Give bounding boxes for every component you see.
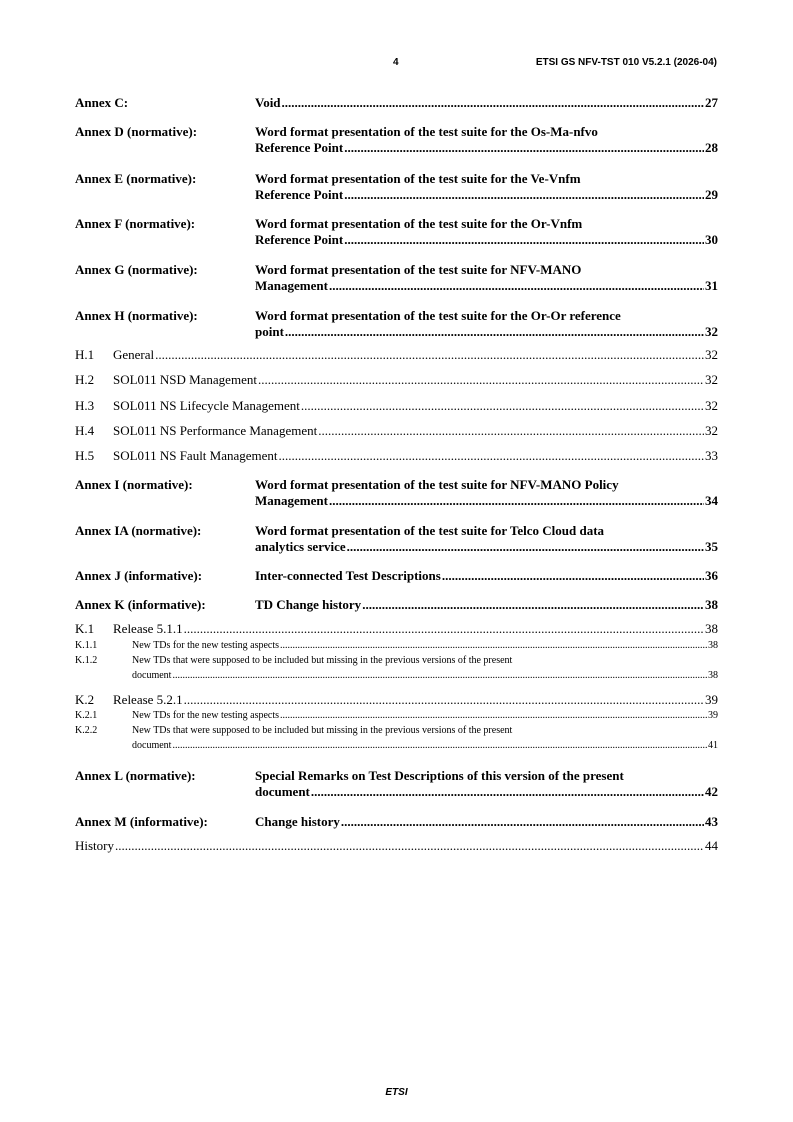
dot-leader [341, 814, 704, 830]
clause-title: SOL011 NS Lifecycle Management [113, 398, 300, 413]
page-ref: 41 [708, 740, 718, 751]
annex-title-line1: Word format presentation of the test suite for Telco Cloud data [255, 523, 605, 538]
page-number: 4 [393, 57, 399, 68]
page-footer [0, 1087, 793, 1098]
toc-entry-history[interactable] [75, 838, 718, 854]
page-ref: 32 [705, 398, 718, 413]
page-ref: 30 [705, 232, 718, 247]
page-ref: 28 [705, 140, 718, 155]
annex-title-line1: Word format presentation of the test suite for the Or-Vnfm [255, 216, 583, 231]
toc-entry-k2-2[interactable] [75, 725, 718, 752]
dot-leader [279, 448, 704, 464]
annex-label: Annex C: [75, 95, 129, 110]
page-ref: 38 [708, 640, 718, 651]
annex-title-line1: Word format presentation of the test suite for the Os-Ma-nfvo [255, 124, 598, 139]
dot-leader [344, 232, 704, 248]
dot-leader [329, 493, 704, 509]
page-ref: 39 [708, 710, 718, 721]
toc-entry-annex-h[interactable] [75, 308, 718, 340]
annex-title-line1: Word format presentation of the test suite for NFV-MANO [255, 262, 582, 277]
dot-leader [347, 539, 704, 555]
annex-title-line2: document [255, 784, 310, 799]
toc-entry-annex-l[interactable] [75, 768, 718, 800]
clause-number: K.1 [75, 621, 95, 636]
toc-entry-annex-c[interactable] [75, 95, 718, 111]
clause-title-line2: document [132, 740, 172, 751]
page-ref: 38 [705, 621, 718, 636]
page-ref: 33 [705, 448, 718, 463]
toc-entry-annex-g[interactable] [75, 262, 718, 294]
clause-title: Release 5.1.1 [113, 621, 183, 636]
footer-etsi: ETSI [385, 1087, 408, 1098]
toc-entry-h2[interactable] [75, 372, 718, 388]
annex-label: Annex J (informative): [75, 568, 203, 583]
dot-leader [184, 621, 704, 637]
dot-leader [184, 692, 704, 708]
dot-leader [280, 710, 707, 722]
clause-number: K.1.1 [75, 640, 98, 651]
page-ref: 32 [705, 347, 718, 362]
annex-label: Annex IA (normative): [75, 523, 202, 538]
dot-leader [362, 597, 704, 613]
annex-label: Annex E (normative): [75, 171, 197, 186]
dot-leader [172, 740, 707, 752]
annex-title-line2: Management [255, 493, 328, 508]
clause-number: K.2.2 [75, 725, 98, 736]
toc-entry-annex-k[interactable] [75, 597, 718, 613]
annex-label: Annex K (informative): [75, 597, 206, 612]
page-ref: 31 [705, 278, 718, 293]
toc-entry-h1[interactable] [75, 347, 718, 363]
annex-title-line2: Reference Point [255, 232, 344, 247]
toc-entry-k1[interactable] [75, 621, 718, 637]
page-ref: 32 [705, 324, 718, 339]
page-ref: 38 [705, 597, 718, 612]
clause-title: General [113, 347, 155, 362]
annex-label: Annex M (informative): [75, 814, 208, 829]
annex-title-line2: Reference Point [255, 140, 344, 155]
annex-title: TD Change history [255, 597, 362, 612]
clause-number: K.2.1 [75, 710, 98, 721]
toc-entry-h5[interactable] [75, 448, 718, 464]
dot-leader [301, 398, 704, 414]
annex-title-line1: Word format presentation of the test suite for the Or-Or reference [255, 308, 621, 323]
clause-title: SOL011 NSD Management [113, 372, 257, 387]
clause-title: SOL011 NS Performance Management [113, 423, 318, 438]
annex-label: Annex L (normative): [75, 768, 196, 783]
dot-leader [115, 838, 704, 854]
toc-entry-annex-m[interactable] [75, 814, 718, 830]
dot-leader [155, 347, 704, 363]
toc-entry-annex-d[interactable] [75, 124, 718, 156]
page-header [75, 57, 717, 71]
clause-number: H.3 [75, 398, 95, 413]
clause-title-line1: New TDs that were supposed to be included but missing in the previous versions of the present [132, 655, 513, 666]
page-ref: 38 [708, 670, 718, 681]
annex-label: Annex D (normative): [75, 124, 198, 139]
annex-title-line2: analytics service [255, 539, 346, 554]
dot-leader [442, 568, 704, 584]
dot-leader [285, 324, 704, 340]
clause-number: K.1.2 [75, 655, 98, 666]
toc-entry-annex-ia[interactable] [75, 523, 718, 555]
toc-entry-h3[interactable] [75, 398, 718, 414]
toc-entry-k1-1[interactable] [75, 640, 718, 652]
annex-label: Annex F (normative): [75, 216, 196, 231]
toc-entry-annex-j[interactable] [75, 568, 718, 584]
toc-entry-annex-i[interactable] [75, 477, 718, 509]
annex-title: Change history [255, 814, 340, 829]
clause-title-line2: document [132, 670, 172, 681]
document-id: ETSI GS NFV-TST 010 V5.2.1 (2026-04) [535, 57, 717, 68]
toc-entry-k1-2[interactable] [75, 655, 718, 682]
annex-title-line2: Management [255, 278, 328, 293]
page-ref: 44 [705, 838, 718, 853]
page-ref: 34 [705, 493, 718, 508]
dot-leader [329, 278, 704, 294]
page-ref: 35 [705, 539, 718, 554]
annex-title: Void [255, 95, 281, 110]
clause-number: H.1 [75, 347, 95, 362]
toc-entry-annex-e[interactable] [75, 171, 718, 203]
annex-label: Annex H (normative): [75, 308, 198, 323]
dot-leader [344, 140, 704, 156]
page-ref: 36 [705, 568, 718, 583]
annex-title-line1: Word format presentation of the test suite for NFV-MANO Policy [255, 477, 619, 492]
dot-leader [311, 784, 704, 800]
page-ref: 42 [705, 784, 718, 799]
clause-title: Release 5.2.1 [113, 692, 183, 707]
clause-title-line1: New TDs that were supposed to be included but missing in the previous versions of the present [132, 725, 513, 736]
annex-label: Annex G (normative): [75, 262, 198, 277]
clause-title: New TDs for the new testing aspects [132, 640, 280, 651]
dot-leader [280, 640, 707, 652]
page-ref: 32 [705, 423, 718, 438]
annex-label: Annex I (normative): [75, 477, 193, 492]
dot-leader [172, 670, 707, 682]
page-ref: 27 [705, 95, 718, 110]
annex-title-line2: Reference Point [255, 187, 344, 202]
history-title: History [75, 838, 114, 853]
dot-leader [258, 372, 704, 388]
dot-leader [344, 187, 704, 203]
toc-entry-h4[interactable] [75, 423, 718, 439]
clause-number: H.5 [75, 448, 95, 463]
page-ref: 43 [705, 814, 718, 829]
clause-number: K.2 [75, 692, 95, 707]
clause-number: H.4 [75, 423, 95, 438]
dot-leader [318, 423, 704, 439]
annex-title-line1: Special Remarks on Test Descriptions of this version of the present [255, 768, 624, 783]
annex-title-line2: point [255, 324, 284, 339]
dot-leader [282, 95, 704, 111]
toc-entry-k2[interactable] [75, 692, 718, 708]
clause-title: SOL011 NS Fault Management [113, 448, 278, 463]
page-ref: 39 [705, 692, 718, 707]
annex-title: Inter-connected Test Descriptions [255, 568, 441, 583]
annex-title-line1: Word format presentation of the test suite for the Ve-Vnfm [255, 171, 581, 186]
toc-entry-annex-f[interactable] [75, 216, 718, 248]
clause-title: New TDs for the new testing aspects [132, 710, 280, 721]
toc-entry-k2-1[interactable] [75, 710, 718, 722]
page-ref: 29 [705, 187, 718, 202]
clause-number: H.2 [75, 372, 95, 387]
page-ref: 32 [705, 372, 718, 387]
